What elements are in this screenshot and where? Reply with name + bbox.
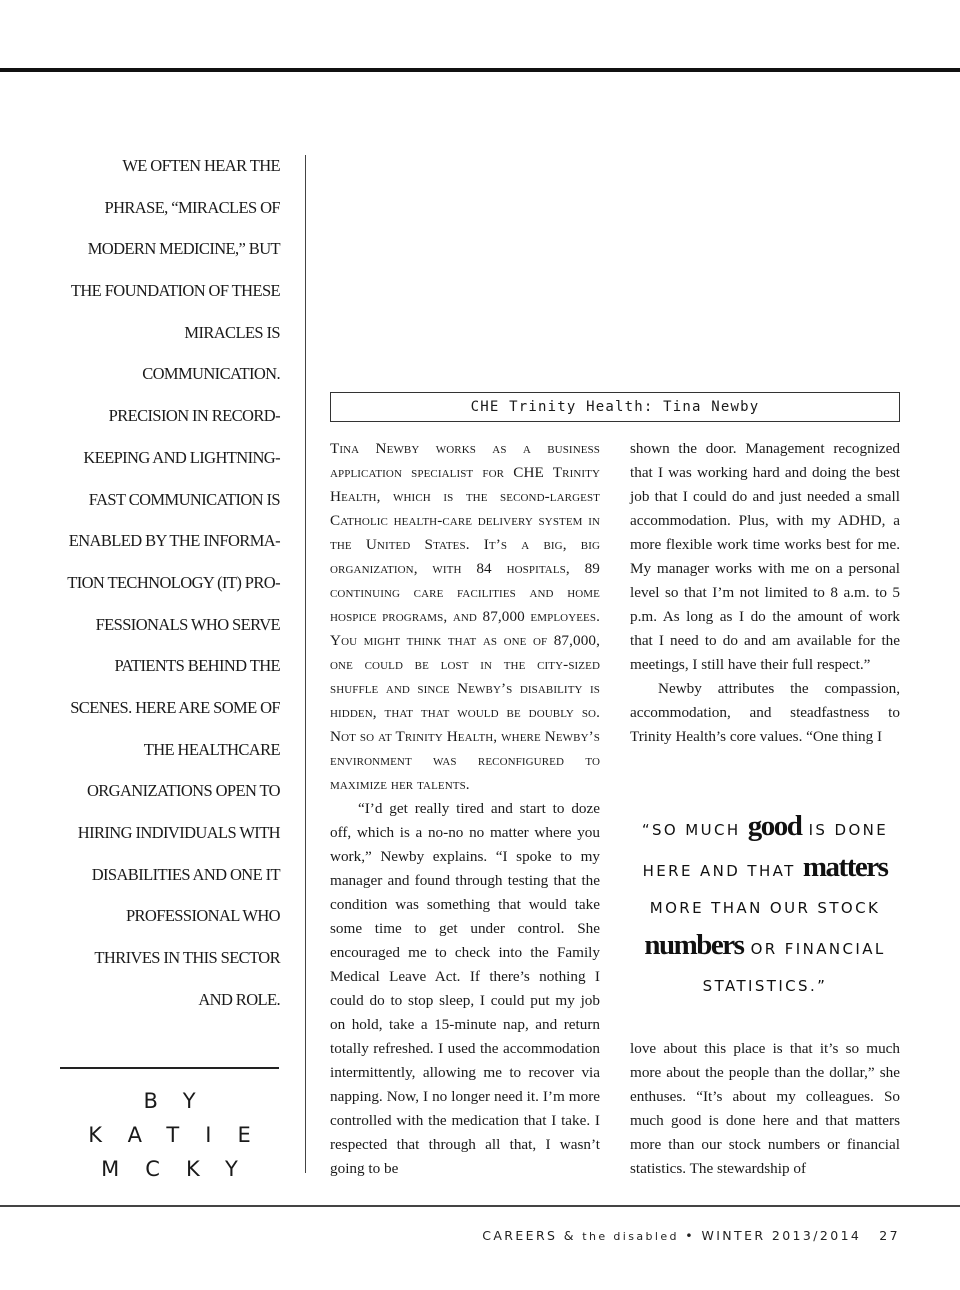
intro-line: MIRACLES IS	[184, 322, 280, 342]
byline-word: KATIE	[88, 1123, 277, 1147]
pull-quote-text: “SO MUCH	[641, 821, 748, 839]
intro-line: THE FOUNDATION OF THESE	[70, 281, 280, 301]
intro-line: HIRING INDIVIDUALS WITH	[77, 823, 280, 842]
intro-line: PRECISION IN RECORD-	[108, 406, 280, 426]
column-divider	[305, 155, 306, 1173]
body-column-right-top	[630, 437, 900, 749]
intro-line: PHRASE, “MIRACLES OF	[104, 197, 280, 217]
intro-line: PROFESSIONAL WHO	[125, 906, 280, 926]
top-rule	[0, 68, 960, 72]
intro-line: TION TECHNOLOGY (IT) PRO-	[67, 572, 280, 592]
intro-line: COMMUNICATION.	[142, 364, 280, 384]
byline	[60, 1084, 279, 1186]
byline-word: BY	[143, 1089, 222, 1113]
intro-line: THRIVES IN THIS SECTOR	[94, 948, 280, 968]
byline-rule	[60, 1067, 279, 1069]
section-title: CHE Trinity Health: Tina Newby	[330, 392, 900, 422]
body-paragraph: Newby attributes the compassion, accommodation, and steadfastness to Trinity Health’s core values. “One thing I	[630, 680, 900, 745]
footer-publication: the disabled	[582, 1230, 679, 1243]
pull-quote-text: OR FINANCIAL STATISTICS.”	[702, 940, 886, 995]
intro-line: AND ROLE.	[198, 989, 280, 1009]
body-paragraph: shown the door. Management recognized that I was working hard and doing the best job that I could do and just needed a small accommodation. Plus, with my ADHD, a more flexible work time works best for me. My manager works with me on a personal level so that I’m not limited to 8 a.m. to 5 p.m. As long as I do the amount of work that I need to do and am available for the meetings, I still have their full respect.”	[630, 440, 900, 673]
intro-line: PATIENTS BEHIND THE	[114, 656, 280, 676]
page-number: 27	[879, 1228, 900, 1243]
pull-quote	[625, 808, 905, 1005]
byline-word: MCKY	[101, 1157, 264, 1181]
body-column-right-bottom	[630, 1037, 900, 1181]
pull-quote-text: IS DONE HERE AND THAT	[642, 821, 889, 880]
pull-quote-text: MORE THAN OUR STOCK	[649, 899, 881, 917]
intro-line: KEEPING AND LIGHTNING-	[83, 447, 280, 467]
footer-publication: CAREERS &	[482, 1228, 583, 1243]
intro-line: THE HEALTHCARE	[143, 739, 280, 759]
body-paragraph: love about this place is that it’s so much more about the people than the dollar,” she enthuses. “It’s about my colleagues. So much good is done here and that matters more than our stock numbers or financial statistics. The stewardship of	[630, 1040, 900, 1177]
body-paragraph: “I’d get really tired and start to doze off, which is a no-no no matter where you work,” Newby explains. “I spoke to my manager and found through testing that the condition was something that would take some time to get under control. She encouraged me to check into the Family Medical Leave Act. If there’s nothing I could do to stop sleep, I could put my job on hold, take a 15-minute nap, and return totally refreshed. I used the accommodation intermittently, allowing me to recover via napping. Now, I no longer need it. I’m more controlled with the medication that I take. I respected that through all that, I wasn’t going to be	[330, 800, 600, 1177]
intro-line: FAST COMMUNICATION IS	[88, 489, 280, 509]
intro-line: ORGANIZATIONS OPEN TO	[86, 781, 280, 801]
pull-quote-emphasis: matters	[802, 851, 888, 883]
page-footer	[482, 1228, 900, 1243]
intro-line: DISABILITIES AND ONE IT	[91, 864, 280, 884]
pull-quote-emphasis: numbers	[644, 929, 744, 961]
intro-column	[40, 145, 280, 1020]
pull-quote-emphasis: good	[747, 810, 802, 842]
intro-line: FESSIONALS WHO SERVE	[95, 614, 280, 634]
body-paragraph: Tina Newby works as a business application specialist for CHE Trinity Health, which is the second-largest Catholic health-care delivery system in the United States. It’s a big, big organization, with 84 hospitals, 89 continuing care facilities and home hospice programs, and 87,000 employees. You might think that as one of 87,000, one could be lost in the city-sized shuffle and since Newby’s disability is hidden, that that would be doubly so. Not so at Trinity Health, where Newby’s environment was reconfigured to maximize her talents.	[330, 440, 600, 793]
intro-line: SCENES. HERE ARE SOME OF	[70, 697, 280, 717]
footer-issue: • WINTER 2013/2014	[678, 1228, 862, 1243]
bottom-rule	[0, 1205, 960, 1207]
intro-line: WE OFTEN HEAR THE	[122, 156, 280, 175]
body-column-left	[330, 437, 600, 1181]
intro-line: ENABLED BY THE INFORMA-	[68, 531, 280, 551]
intro-line: MODERN MEDICINE,” BUT	[87, 239, 280, 259]
